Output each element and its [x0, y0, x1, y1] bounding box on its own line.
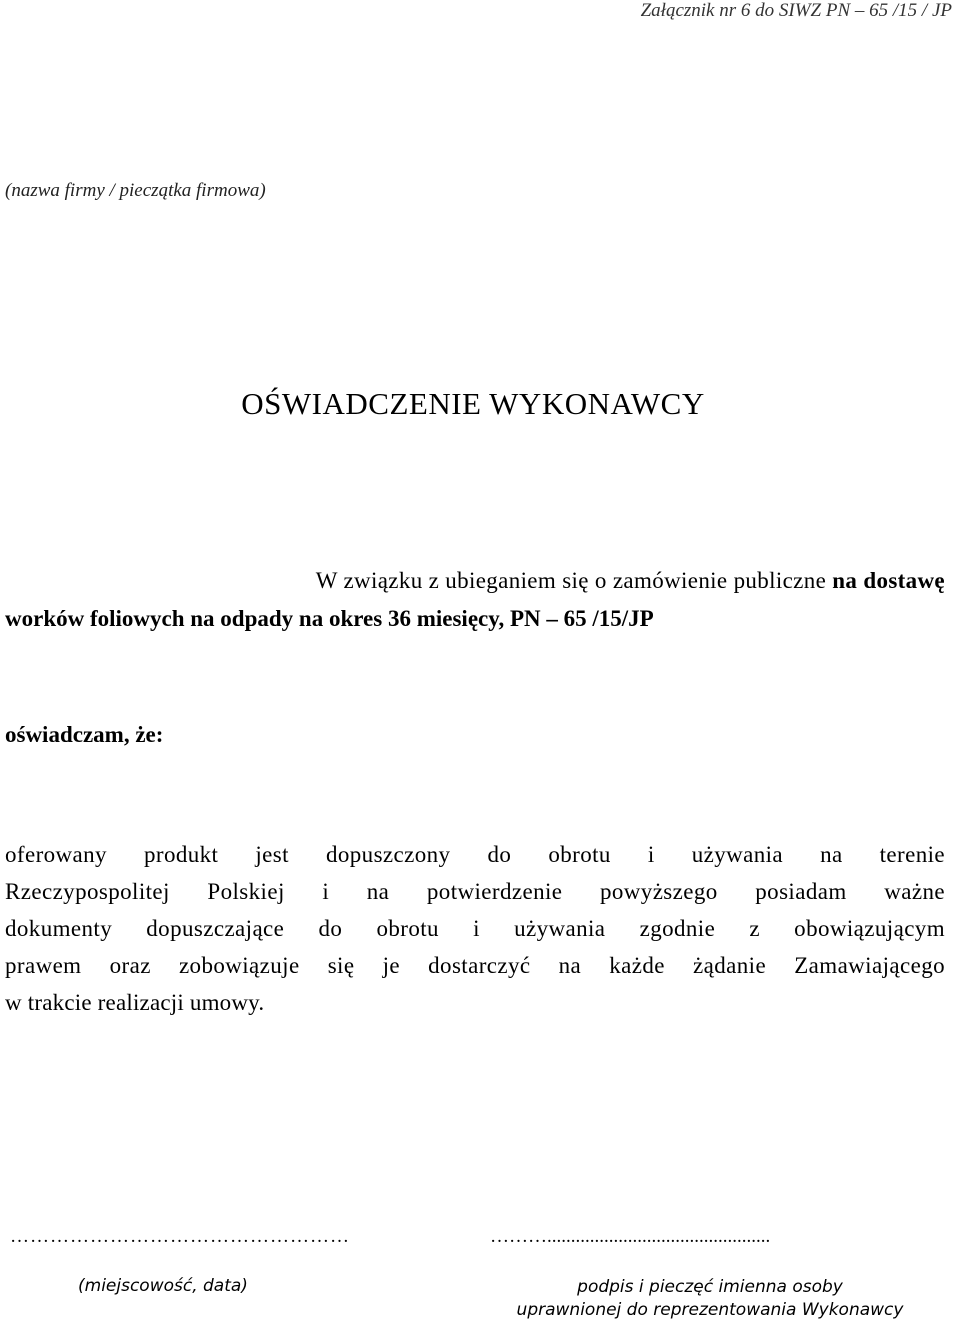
intro-normal-text: W związku z ubieganiem się o zamówienie publiczne — [315, 568, 833, 593]
declaration-body — [5, 836, 945, 1021]
place-date-label: (miejscowość, data) — [78, 1276, 248, 1296]
firm-stamp-label: (nazwa firmy / pieczątka firmowa) — [5, 180, 266, 201]
body-line: oferowany produkt jest dopuszczony do obrotu i używania na terenie — [5, 842, 945, 867]
body-line: w trakcie realizacji umowy. — [5, 990, 265, 1015]
intro-paragraph — [5, 562, 945, 638]
intro-bold-text: na dostawę — [832, 568, 945, 593]
declaration-lead: oświadczam, że: — [5, 722, 164, 747]
body-line: Rzeczypospolitej Polskiej i na potwierdzenie powyższego posiadam ważne — [5, 879, 945, 904]
body-line: prawem oraz zobowiązuje się je dostarczyć na każde żądanie Zamawiającego — [5, 953, 945, 978]
signature-dotted-line: ………............................................... — [490, 1226, 771, 1247]
document-title: OŚWIADCZENIE WYKONAWCY — [241, 386, 705, 421]
signatory-label-line-2: uprawnionej do reprezentowania Wykonawcy — [516, 1300, 904, 1320]
body-line: dokumenty dopuszczające do obrotu i używania zgodnie z obowiązującym — [5, 916, 945, 941]
signatory-label-line-1: podpis i pieczęć imienna osoby — [577, 1277, 843, 1297]
signatory-label — [500, 1276, 920, 1322]
intro-line-2: worków foliowych na odpady na okres 36 miesięcy, PN – 65 /15/JP — [5, 606, 654, 631]
intro-line-1 — [5, 562, 945, 600]
attachment-reference: Załącznik nr 6 do SIWZ PN – 65 /15 / JP — [640, 0, 952, 21]
place-date-dotted-line: …………………………………………… — [10, 1226, 350, 1247]
